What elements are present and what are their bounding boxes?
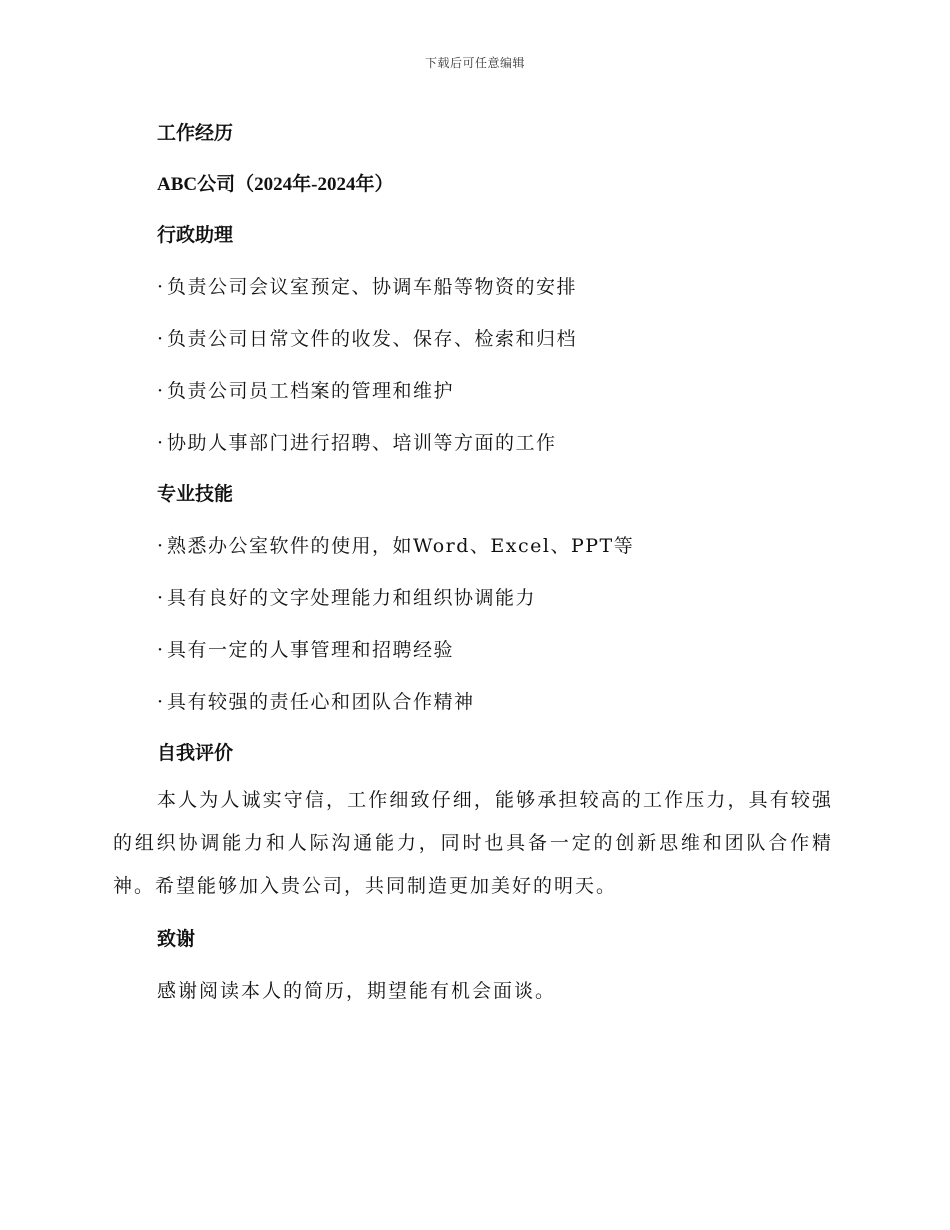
skill-item — [157, 572, 833, 624]
bullet-mark: · — [157, 639, 164, 661]
skill-item-text: 熟悉办公室软件的使用，如Word、Excel、PPT等 — [167, 535, 635, 557]
work-item-text: 负责公司会议室预定、协调车船等物资的安排 — [167, 276, 578, 298]
bullet-mark: · — [157, 535, 164, 557]
skill-item-text: 具有一定的人事管理和招聘经验 — [167, 639, 455, 661]
bullet-mark: · — [157, 328, 164, 350]
bullet-mark: · — [157, 380, 164, 402]
work-experience-heading: 工作经历 — [157, 122, 234, 144]
skill-item — [157, 520, 833, 572]
skill-item-text: 具有良好的文字处理能力和组织协调能力 — [167, 587, 537, 609]
bullet-mark: · — [157, 691, 164, 713]
work-item-text: 协助人事部门进行招聘、培训等方面的工作 — [167, 432, 557, 454]
thanks-text: 感谢阅读本人的简历，期望能有机会面谈。 — [157, 980, 557, 1002]
work-item — [157, 365, 833, 417]
header-note: 下载后可任意编辑 — [424, 56, 525, 70]
skill-item — [157, 676, 833, 728]
thanks-heading: 致谢 — [157, 928, 196, 950]
company-line: ABC公司（2024年-2024年） — [157, 174, 394, 195]
resume-content — [113, 108, 833, 1017]
work-item — [157, 417, 833, 469]
bullet-mark: · — [157, 587, 164, 609]
work-item — [157, 261, 833, 313]
position-title: 行政助理 — [157, 224, 234, 246]
work-item — [157, 313, 833, 365]
skill-item — [157, 624, 833, 676]
bullet-mark: · — [157, 432, 164, 454]
self-evaluation-text: 本人为人诚实守信，工作细致仔细，能够承担较高的工作压力，具有较强的组织协调能力和人际沟通能力，同时也具备一定的创新思维和团队合作精神。希望能够加入贵公司，共同制造更加美好的明天。 — [113, 789, 833, 897]
work-item-text: 负责公司员工档案的管理和维护 — [167, 380, 455, 402]
skills-heading: 专业技能 — [157, 483, 234, 505]
work-item-text: 负责公司日常文件的收发、保存、检索和归档 — [167, 328, 578, 350]
skill-item-text: 具有较强的责任心和团队合作精神 — [167, 691, 475, 713]
self-evaluation-heading: 自我评价 — [157, 742, 234, 764]
bullet-mark: · — [157, 276, 164, 298]
